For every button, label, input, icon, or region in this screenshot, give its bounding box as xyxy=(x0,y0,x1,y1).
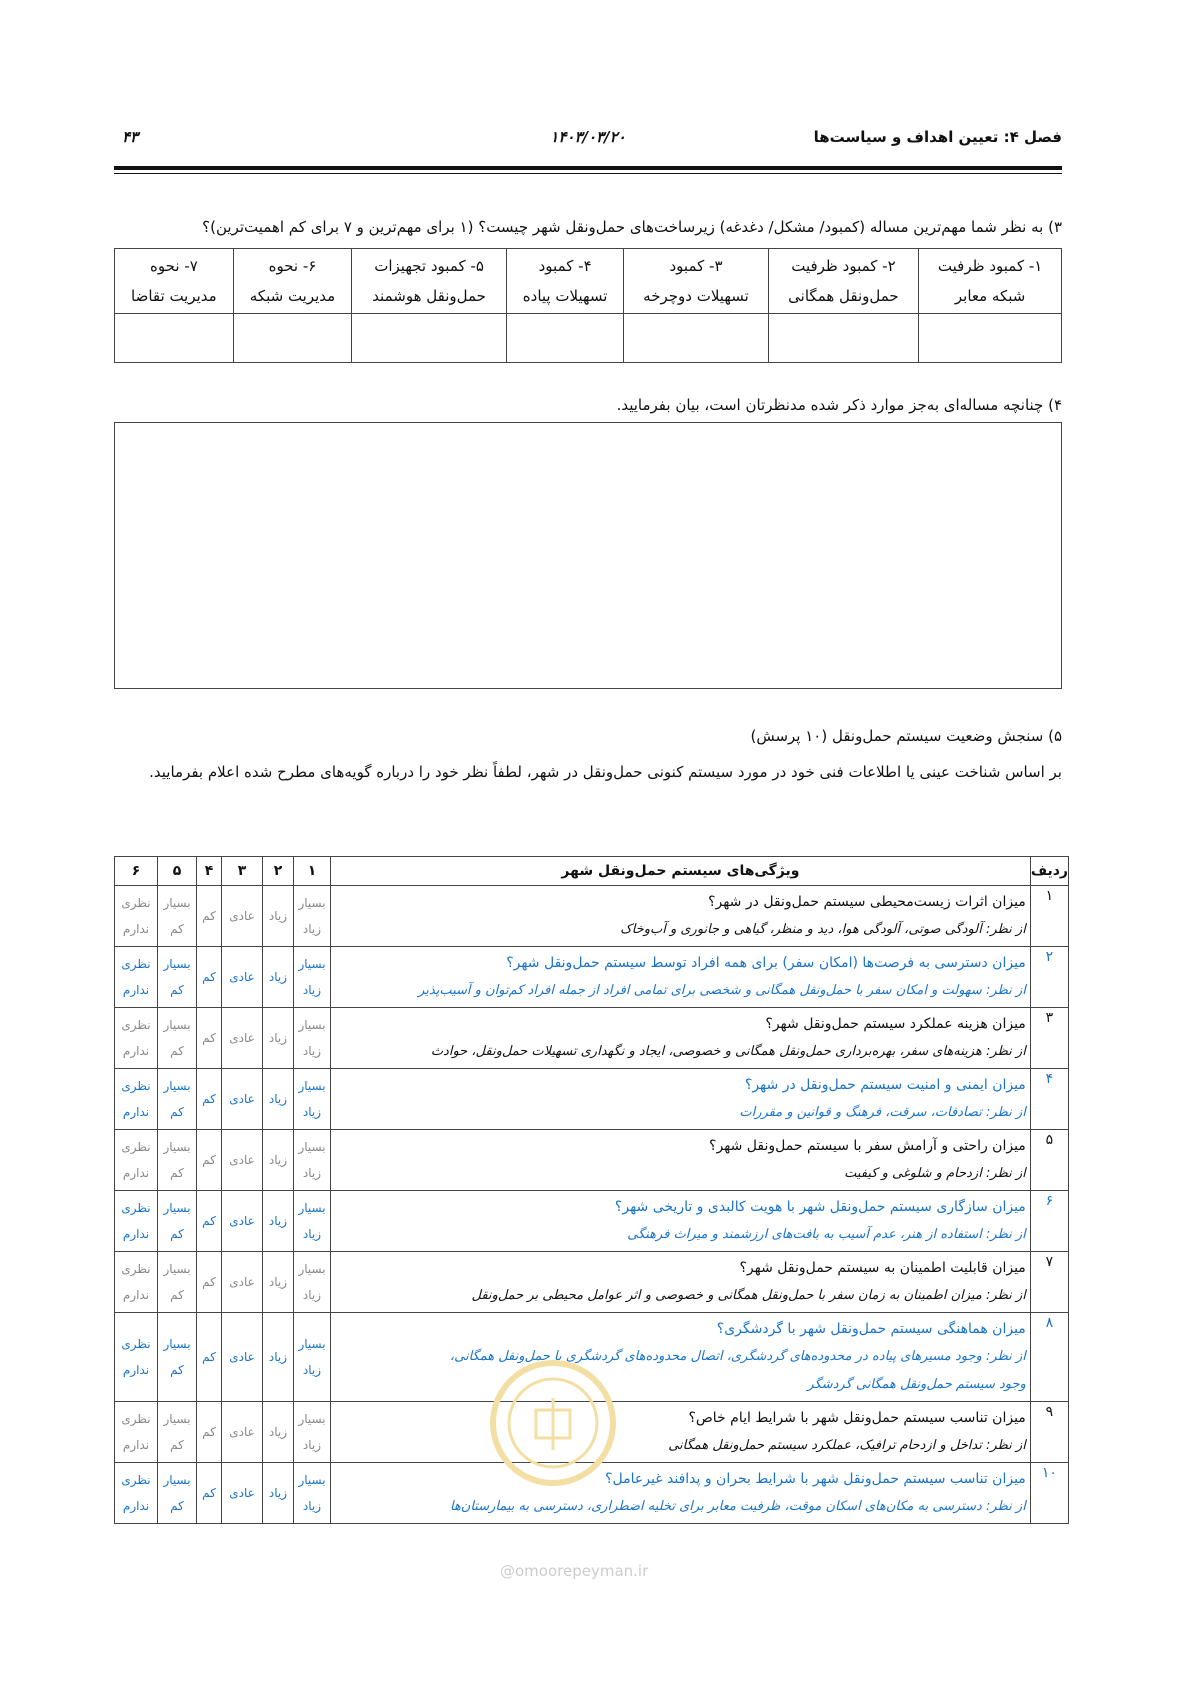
row-number: ۳ xyxy=(1030,1008,1068,1069)
item-question: میزان تناسب سیستم حمل‌ونقل شهر با شرایط بحران و پدافند غیرعامل؟ xyxy=(605,1471,1026,1487)
option-no-opinion[interactable]: نظری ندارم xyxy=(115,1313,158,1402)
item-question: میزان قابلیت اطمینان به سیستم حمل‌ونقل شهر؟ xyxy=(739,1260,1026,1276)
option-very-high[interactable]: بسیار زیاد xyxy=(294,1463,331,1524)
item-statement xyxy=(331,1313,1031,1402)
option-normal[interactable]: عادی xyxy=(222,1130,263,1191)
item-explanation: از نظر: سهولت و امکان سفر با حمل‌ونقل همگانی و شخصی برای تمامی افراد از جمله افراد کم‌توان و آسیب‌پذیر xyxy=(418,983,1026,998)
option-low[interactable]: کم xyxy=(197,1130,222,1191)
row-number: ۱ xyxy=(1030,886,1068,947)
option-high[interactable]: زیاد xyxy=(263,1069,294,1130)
option-very-low[interactable]: بسیار کم xyxy=(158,1069,197,1130)
option-high[interactable]: زیاد xyxy=(263,1313,294,1402)
item-explanation: از نظر: استفاده از هنر، عدم آسیب به بافت‌های ارزشمند و میراث فرهنگی xyxy=(627,1227,1026,1242)
option-very-high[interactable]: بسیار زیاد xyxy=(294,1191,331,1252)
option-cell: ۴- کمبود تسهیلات پیاده xyxy=(506,249,623,314)
item-statement xyxy=(331,1463,1031,1524)
item-statement xyxy=(331,886,1031,947)
header-rule-thin xyxy=(114,173,1062,174)
header-date: ۱۴۰۳/۰۳/۲۰ xyxy=(550,128,626,146)
item-explanation: از نظر: تداخل و ازدحام ترافیک، عملکرد سیستم حمل‌ونقل همگانی xyxy=(668,1438,1026,1453)
option-low[interactable]: کم xyxy=(197,1463,222,1524)
option-very-low[interactable]: بسیار کم xyxy=(158,1191,197,1252)
item-explanation: از نظر: دسترسی به مکان‌های اسکان موقت، ظرفیت معابر برای تخلیه اضطراری، دسترسی به بیمارستان‌ها xyxy=(449,1499,1026,1514)
option-no-opinion[interactable]: نظری ندارم xyxy=(115,1130,158,1191)
item-question: میزان راحتی و آرامش سفر با سیستم حمل‌ونقل شهر؟ xyxy=(709,1138,1026,1154)
col-6-header: ۶ xyxy=(115,857,158,886)
rank-input-cell[interactable] xyxy=(768,314,919,363)
table-row xyxy=(115,1191,1069,1252)
item-explanation: از نظر: هزینه‌های سفر، بهره‌برداری حمل‌ونقل همگانی و خصوصی، ایجاد و نگهداری تسهیلات حمل‌ونقل، حوادث xyxy=(430,1044,1026,1059)
option-normal[interactable]: عادی xyxy=(222,947,263,1008)
option-high[interactable]: زیاد xyxy=(263,1191,294,1252)
option-normal[interactable]: عادی xyxy=(222,1008,263,1069)
option-no-opinion[interactable]: نظری ندارم xyxy=(115,947,158,1008)
option-high[interactable]: زیاد xyxy=(263,1402,294,1463)
option-very-low[interactable]: بسیار کم xyxy=(158,947,197,1008)
row-number: ۲ xyxy=(1030,947,1068,1008)
option-very-high[interactable]: بسیار زیاد xyxy=(294,947,331,1008)
option-cell: ۱- کمبود ظرفیت شبکه معابر xyxy=(919,249,1062,314)
option-very-low[interactable]: بسیار کم xyxy=(158,1008,197,1069)
rank-input-cell[interactable] xyxy=(233,314,351,363)
item-explanation: از نظر: وجود مسیرهای پیاده در محدوده‌های گردشگری، اتصال محدوده‌های گردشگری با حمل‌ونقل همگانی، xyxy=(449,1349,1026,1364)
row-number: ۵ xyxy=(1030,1130,1068,1191)
page-header xyxy=(114,128,1062,154)
row-number: ۸ xyxy=(1030,1313,1068,1402)
table-row xyxy=(115,1008,1069,1069)
item-statement xyxy=(331,1402,1031,1463)
option-normal[interactable]: عادی xyxy=(222,1191,263,1252)
rank-input-cell[interactable] xyxy=(115,314,234,363)
col-4-header: ۴ xyxy=(197,857,222,886)
option-very-high[interactable]: بسیار زیاد xyxy=(294,1008,331,1069)
option-normal[interactable]: عادی xyxy=(222,1069,263,1130)
option-low[interactable]: کم xyxy=(197,886,222,947)
option-high[interactable]: زیاد xyxy=(263,947,294,1008)
option-low[interactable]: کم xyxy=(197,1069,222,1130)
option-very-high[interactable]: بسیار زیاد xyxy=(294,886,331,947)
table-row xyxy=(115,1069,1069,1130)
page-number: ۴۳ xyxy=(122,128,139,146)
option-low[interactable]: کم xyxy=(197,1191,222,1252)
item-explanation-cont: وجود سیستم حمل‌ونقل همگانی گردشگر xyxy=(807,1377,1026,1392)
option-very-low[interactable]: بسیار کم xyxy=(158,1463,197,1524)
option-high[interactable]: زیاد xyxy=(263,1252,294,1313)
col-row-header: ردیف xyxy=(1030,857,1068,886)
item-question: میزان سازگاری سیستم حمل‌ونقل شهر با هویت کالبدی و تاریخی شهر؟ xyxy=(614,1199,1026,1215)
option-normal[interactable]: عادی xyxy=(222,1313,263,1402)
option-cell: ۶- نحوه مدیریت شبکه xyxy=(233,249,351,314)
row-number: ۹ xyxy=(1030,1402,1068,1463)
col-1-header: ۱ xyxy=(294,857,331,886)
option-very-low[interactable]: بسیار کم xyxy=(158,886,197,947)
chapter-title: فصل ۴: تعیین اهداف و سیاست‌ها xyxy=(813,128,1062,146)
option-very-high[interactable]: بسیار زیاد xyxy=(294,1313,331,1402)
option-no-opinion[interactable]: نظری ندارم xyxy=(115,886,158,947)
option-very-low[interactable]: بسیار کم xyxy=(158,1130,197,1191)
item-question: میزان تناسب سیستم حمل‌ونقل شهر با شرایط ایام خاص؟ xyxy=(688,1410,1026,1426)
row-number: ۷ xyxy=(1030,1252,1068,1313)
question-4-text: ۴) چنانچه مساله‌ای به‌جز موارد ذکر شده مدنظرتان است، بیان بفرمایید. xyxy=(616,396,1062,414)
header-rule-thick xyxy=(114,166,1062,170)
item-statement xyxy=(331,1008,1031,1069)
table-row xyxy=(115,1252,1069,1313)
item-statement xyxy=(331,1069,1031,1130)
item-explanation: از نظر: تصادفات، سرقت، فرهنگ و قوانین و مقررات xyxy=(739,1105,1026,1120)
option-no-opinion[interactable]: نظری ندارم xyxy=(115,1463,158,1524)
watermark-seal-icon xyxy=(488,1358,618,1488)
item-question: میزان هماهنگی سیستم حمل‌ونقل شهر با گردشگری؟ xyxy=(716,1321,1026,1337)
option-normal[interactable]: عادی xyxy=(222,1463,263,1524)
item-question: میزان اثرات زیست‌محیطی سیستم حمل‌ونقل در شهر؟ xyxy=(708,894,1026,910)
item-statement xyxy=(331,947,1031,1008)
option-very-low[interactable]: بسیار کم xyxy=(158,1313,197,1402)
option-high[interactable]: زیاد xyxy=(263,1130,294,1191)
option-normal[interactable]: عادی xyxy=(222,1402,263,1463)
item-explanation: از نظر: ازدحام و شلوغی و کیفیت xyxy=(844,1166,1026,1181)
item-explanation: از نظر: میزان اطمینان به زمان سفر با حمل‌ونقل همگانی و خصوصی و اثر عوامل محیطی بر حمل‌ونقل xyxy=(471,1288,1026,1303)
option-no-opinion[interactable]: نظری ندارم xyxy=(115,1069,158,1130)
item-explanation: از نظر: آلودگی صوتی، آلودگی هوا، دید و منظر، گیاهی و جانوری و آب‌وخاک xyxy=(620,922,1026,937)
col-2-header: ۲ xyxy=(263,857,294,886)
item-question: میزان ایمنی و امنیت سیستم حمل‌ونقل در شهر؟ xyxy=(744,1077,1026,1093)
item-question: میزان هزینه عملکرد سیستم حمل‌ونقل شهر؟ xyxy=(765,1016,1026,1032)
rank-input-cell[interactable] xyxy=(919,314,1062,363)
option-low[interactable]: کم xyxy=(197,1008,222,1069)
question-5-intro: بر اساس شناخت عینی یا اطلاعات فنی خود در مورد سیستم کنونی حمل‌ونقل در شهر، لطفاً نظر خود را درباره گویه‌های مطرح شده اعلام بفرمایید. xyxy=(149,763,1062,781)
option-high[interactable]: زیاد xyxy=(263,1463,294,1524)
option-very-high[interactable]: بسیار زیاد xyxy=(294,1069,331,1130)
option-cell: ۲- کمبود ظرفیت حمل‌ونقل همگانی xyxy=(768,249,919,314)
rank-input-cell[interactable] xyxy=(352,314,507,363)
option-very-high[interactable]: بسیار زیاد xyxy=(294,1252,331,1313)
table-row xyxy=(115,886,1069,947)
option-high[interactable]: زیاد xyxy=(263,886,294,947)
option-low[interactable]: کم xyxy=(197,1252,222,1313)
col-3-header: ۳ xyxy=(222,857,263,886)
option-low[interactable]: کم xyxy=(197,947,222,1008)
option-normal[interactable]: عادی xyxy=(222,886,263,947)
option-cell: ۵- کمبود تجهیزات حمل‌ونقل هوشمند xyxy=(352,249,507,314)
row-number: ۴ xyxy=(1030,1069,1068,1130)
question-3-text: ۳) به نظر شما مهم‌ترین مساله (کمبود/ مشکل/ دغدغه) زیرساخت‌های حمل‌ونقل شهر چیست؟ (۱ برای مهم‌ترین و ۷ برای کم اهمیت‌ترین)؟ xyxy=(202,218,1062,236)
option-low[interactable]: کم xyxy=(197,1402,222,1463)
watermark-text: @omoorepeyman.ir xyxy=(500,1562,649,1580)
item-statement xyxy=(331,1130,1031,1191)
col-feature-header: ویژگی‌های سیستم حمل‌ونقل شهر xyxy=(331,857,1031,886)
option-cell: ۳- کمبود تسهیلات دوچرخه xyxy=(624,249,768,314)
option-high[interactable]: زیاد xyxy=(263,1008,294,1069)
table-row xyxy=(115,1130,1069,1191)
col-5-header: ۵ xyxy=(158,857,197,886)
item-statement xyxy=(331,1191,1031,1252)
item-statement xyxy=(331,1252,1031,1313)
option-no-opinion[interactable]: نظری ندارم xyxy=(115,1252,158,1313)
question-3-table xyxy=(114,248,1062,363)
option-very-low[interactable]: بسیار کم xyxy=(158,1252,197,1313)
option-low[interactable]: کم xyxy=(197,1313,222,1402)
option-cell: ۷- نحوه مدیریت تقاضا xyxy=(115,249,234,314)
option-very-high[interactable]: بسیار زیاد xyxy=(294,1402,331,1463)
question-4-answer-box[interactable] xyxy=(114,422,1062,689)
question-5-title: ۵) سنجش وضعیت سیستم حمل‌ونقل (۱۰ پرسش) xyxy=(750,727,1062,745)
rank-input-cell[interactable] xyxy=(506,314,623,363)
table-row xyxy=(115,947,1069,1008)
rank-input-cell[interactable] xyxy=(624,314,768,363)
option-very-high[interactable]: بسیار زیاد xyxy=(294,1130,331,1191)
row-number: ۱۰ xyxy=(1030,1463,1068,1524)
option-no-opinion[interactable]: نظری ندارم xyxy=(115,1191,158,1252)
row-number: ۶ xyxy=(1030,1191,1068,1252)
option-very-low[interactable]: بسیار کم xyxy=(158,1402,197,1463)
item-question: میزان دسترسی به فرصت‌ها (امکان سفر) برای همه افراد توسط سیستم حمل‌ونقل شهر؟ xyxy=(506,955,1026,971)
option-no-opinion[interactable]: نظری ندارم xyxy=(115,1008,158,1069)
option-no-opinion[interactable]: نظری ندارم xyxy=(115,1402,158,1463)
option-normal[interactable]: عادی xyxy=(222,1252,263,1313)
